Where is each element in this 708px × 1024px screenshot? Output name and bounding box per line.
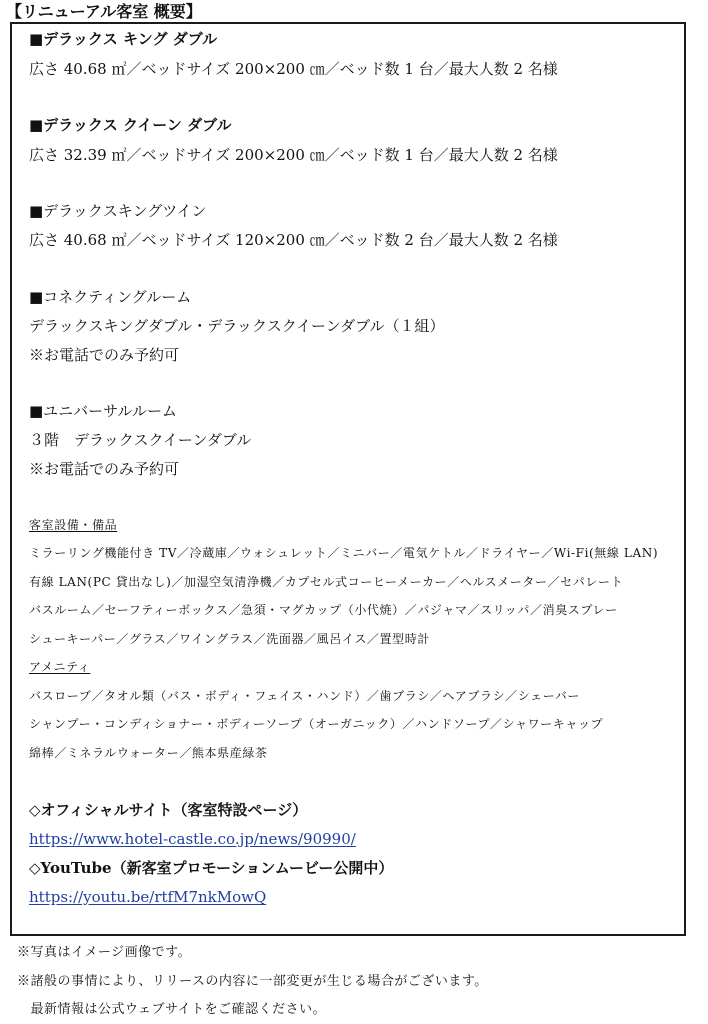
room-spec-deluxe-queen-double: 広さ 32.39 ㎡／ベッドサイズ 200×200 ㎝／ベッド数 1 台／最大人数 2 名様: [29, 146, 558, 164]
document-title: 【リニューアル客室 概要】: [6, 2, 202, 21]
official-site-link[interactable]: https://www.hotel-castle.co.jp/news/90990/: [29, 830, 356, 848]
connecting-room-name: ■コネクティングルーム: [29, 288, 192, 306]
universal-room-note: ※お電話でのみ予約可: [29, 460, 180, 478]
room-name-deluxe-king-twin: ■デラックスキングツイン: [29, 202, 207, 220]
amenity-line: シャンプー・コンディショナー・ボディーソープ（オーガニック）／ハンドソープ／シャワーキャップ: [29, 717, 604, 731]
room-spec-deluxe-king-twin: 広さ 40.68 ㎡／ベッドサイズ 120×200 ㎝／ベッド数 2 台／最大人数 2 名様: [29, 231, 558, 249]
room-name-deluxe-king-double: ■デラックス キング ダブル: [29, 30, 218, 48]
room-spec-deluxe-king-double: 広さ 40.68 ㎡／ベッドサイズ 200×200 ㎝／ベッド数 1 台／最大人数 2 名様: [29, 60, 558, 78]
footnote: ※写真はイメージ画像です。: [17, 945, 192, 960]
equipment-line: ミラーリング機能付き TV／冷蔵庫／ウォシュレット／ミニバー／電気ケトル／ドライヤー／Wi-Fi(無線 LAN): [29, 546, 659, 560]
equipment-line: 有線 LAN(PC 貸出なし)／加湿空気清浄機／カプセル式コーヒーメーカー／ヘルスメーター／セパレート: [29, 575, 624, 589]
equipment-line: シューキーパー／グラス／ワイングラス／洗面器／風呂イス／置型時計: [29, 632, 430, 646]
universal-room-desc: ３階 デラックスクイーンダブル: [29, 431, 252, 449]
youtube-label: ◇YouTube（新客室プロモーションムービー公開中）: [29, 859, 394, 877]
connecting-room-note: ※お電話でのみ予約可: [29, 346, 180, 364]
connecting-room-desc: デラックスキングダブル・デラックスクイーンダブル（１組）: [29, 317, 445, 335]
amenity-line: 綿棒／ミネラルウォーター／熊本県産緑茶: [29, 746, 268, 760]
room-name-deluxe-queen-double: ■デラックス クイーン ダブル: [29, 116, 232, 134]
overview-box: [10, 22, 686, 936]
equipment-heading: 客室設備・備品: [29, 518, 118, 532]
universal-room-name: ■ユニバーサルルーム: [29, 402, 178, 420]
footnote: ※諸般の事情により、リリースの内容に一部変更が生じる場合がございます。: [17, 974, 488, 989]
equipment-line: バスルーム／セーフティーボックス／急須・マグカップ（小代焼）／パジャマ／スリッパ／消臭スプレー: [29, 603, 618, 617]
amenity-line: バスローブ／タオル類（バス・ボディ・フェイス・ハンド）／歯ブラシ／ヘアブラシ／シェーバー: [29, 689, 580, 703]
footnote: 最新情報は公式ウェブサイトをご確認ください。: [17, 1002, 327, 1017]
official-site-label: ◇オフィシャルサイト（客室特設ページ）: [29, 801, 308, 819]
amenity-heading: アメニティ: [29, 660, 91, 674]
youtube-link[interactable]: https://youtu.be/rtfM7nkMowQ: [29, 888, 267, 906]
